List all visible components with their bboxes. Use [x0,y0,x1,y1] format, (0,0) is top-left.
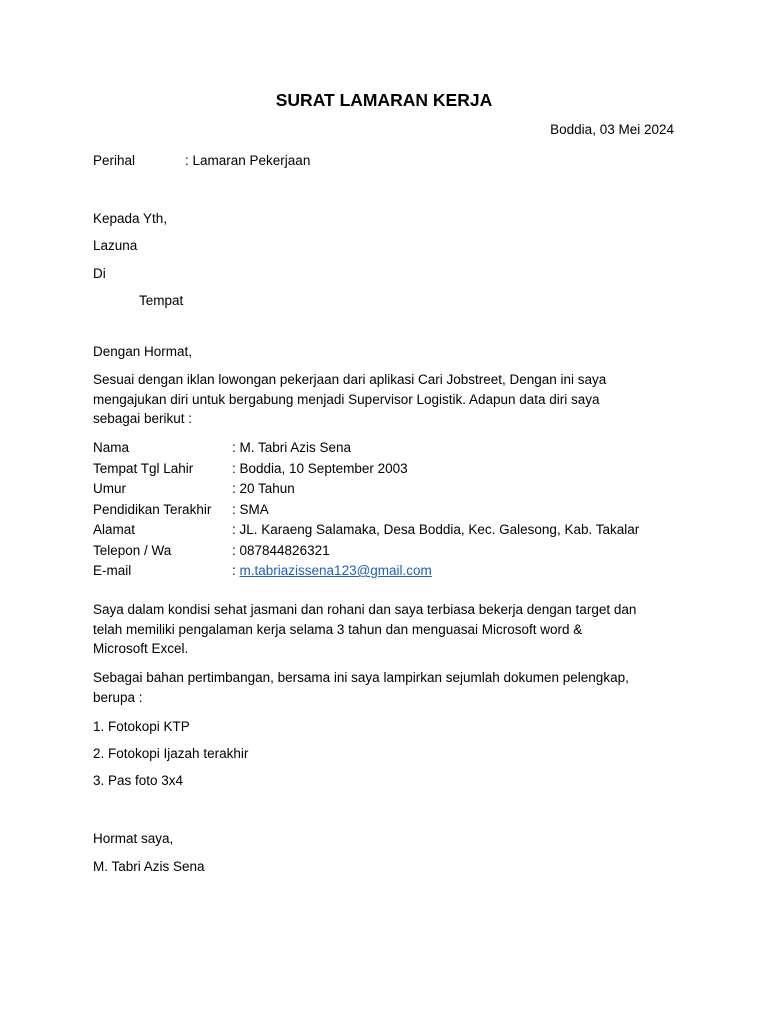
body-paragraph [93,600,673,659]
attachment-item: 3. Pas foto 3x4 [93,773,184,788]
recipient-greeting: Kepada Yth, [93,211,168,226]
data-value-email [232,561,432,581]
letter-title: SURAT LAMARAN KERJA [275,90,493,110]
attachment-item: 1. Fotokopi KTP [93,719,190,734]
data-label-umur: Umur [93,481,126,496]
paragraph-line: Sesuai dengan iklan lowongan pekerjaan dari aplikasi Cari Jobstreet, Dengan ini saya [93,372,607,387]
place-date: Boddia, 03 Mei 2024 [550,122,674,137]
data-value-pendidikan: : SMA [232,502,269,517]
data-label-telepon: Telepon / Wa [93,543,172,558]
data-label-ttl: Tempat Tgl Lahir [93,461,194,476]
recipient-di: Di [93,266,106,281]
data-value-umur: : 20 Tahun [232,481,295,496]
paragraph-line: berupa : [93,689,143,705]
attachments-intro [93,668,673,707]
data-label-nama: Nama [93,440,130,455]
data-label-alamat: Alamat [93,522,136,537]
email-prefix: : [232,563,240,578]
data-value-nama: : M. Tabri Azis Sena [232,440,352,455]
paragraph-line: sebagai berikut : [93,411,193,426]
attachment-item: 2. Fotokopi Ijazah terakhir [93,746,249,761]
paragraph-line: mengajukan diri untuk bergabung menjadi Supervisor Logistik. Adapun data diri saya [93,391,600,407]
subject-label: Perihal [93,153,136,168]
data-value-ttl: : Boddia, 10 September 2003 [232,461,408,476]
salutation: Dengan Hormat, [93,344,193,359]
data-value-telepon: : 087844826321 [232,543,330,558]
recipient-name: Lazuna [93,238,138,253]
paragraph-line: telah memiliki pengalaman kerja selama 3 tahun dan menguasai Microsoft word & [93,621,583,637]
paragraph-line: Saya dalam kondisi sehat jasmani dan rohani dan saya terbiasa bekerja dengan target dan [93,602,637,617]
data-label-pendidikan: Pendidikan Terakhir [93,502,212,517]
subject-value: : Lamaran Pekerjaan [185,153,311,168]
closing: Hormat saya, [93,831,174,846]
data-value-alamat: : JL. Karaeng Salamaka, Desa Boddia, Kec. Galesong, Kab. Takalar [232,522,640,537]
recipient-place: Tempat [139,293,184,308]
paragraph-line: Microsoft Excel. [93,641,189,656]
signature-name: M. Tabri Azis Sena [93,859,205,874]
data-label-email: E-mail [93,563,132,578]
intro-paragraph [93,370,673,429]
email-link[interactable]: m.tabriazissena123@gmail.com [239,563,432,578]
paragraph-line: Sebagai bahan pertimbangan, bersama ini saya lampirkan sejumlah dokumen pelengkap, [93,670,629,685]
